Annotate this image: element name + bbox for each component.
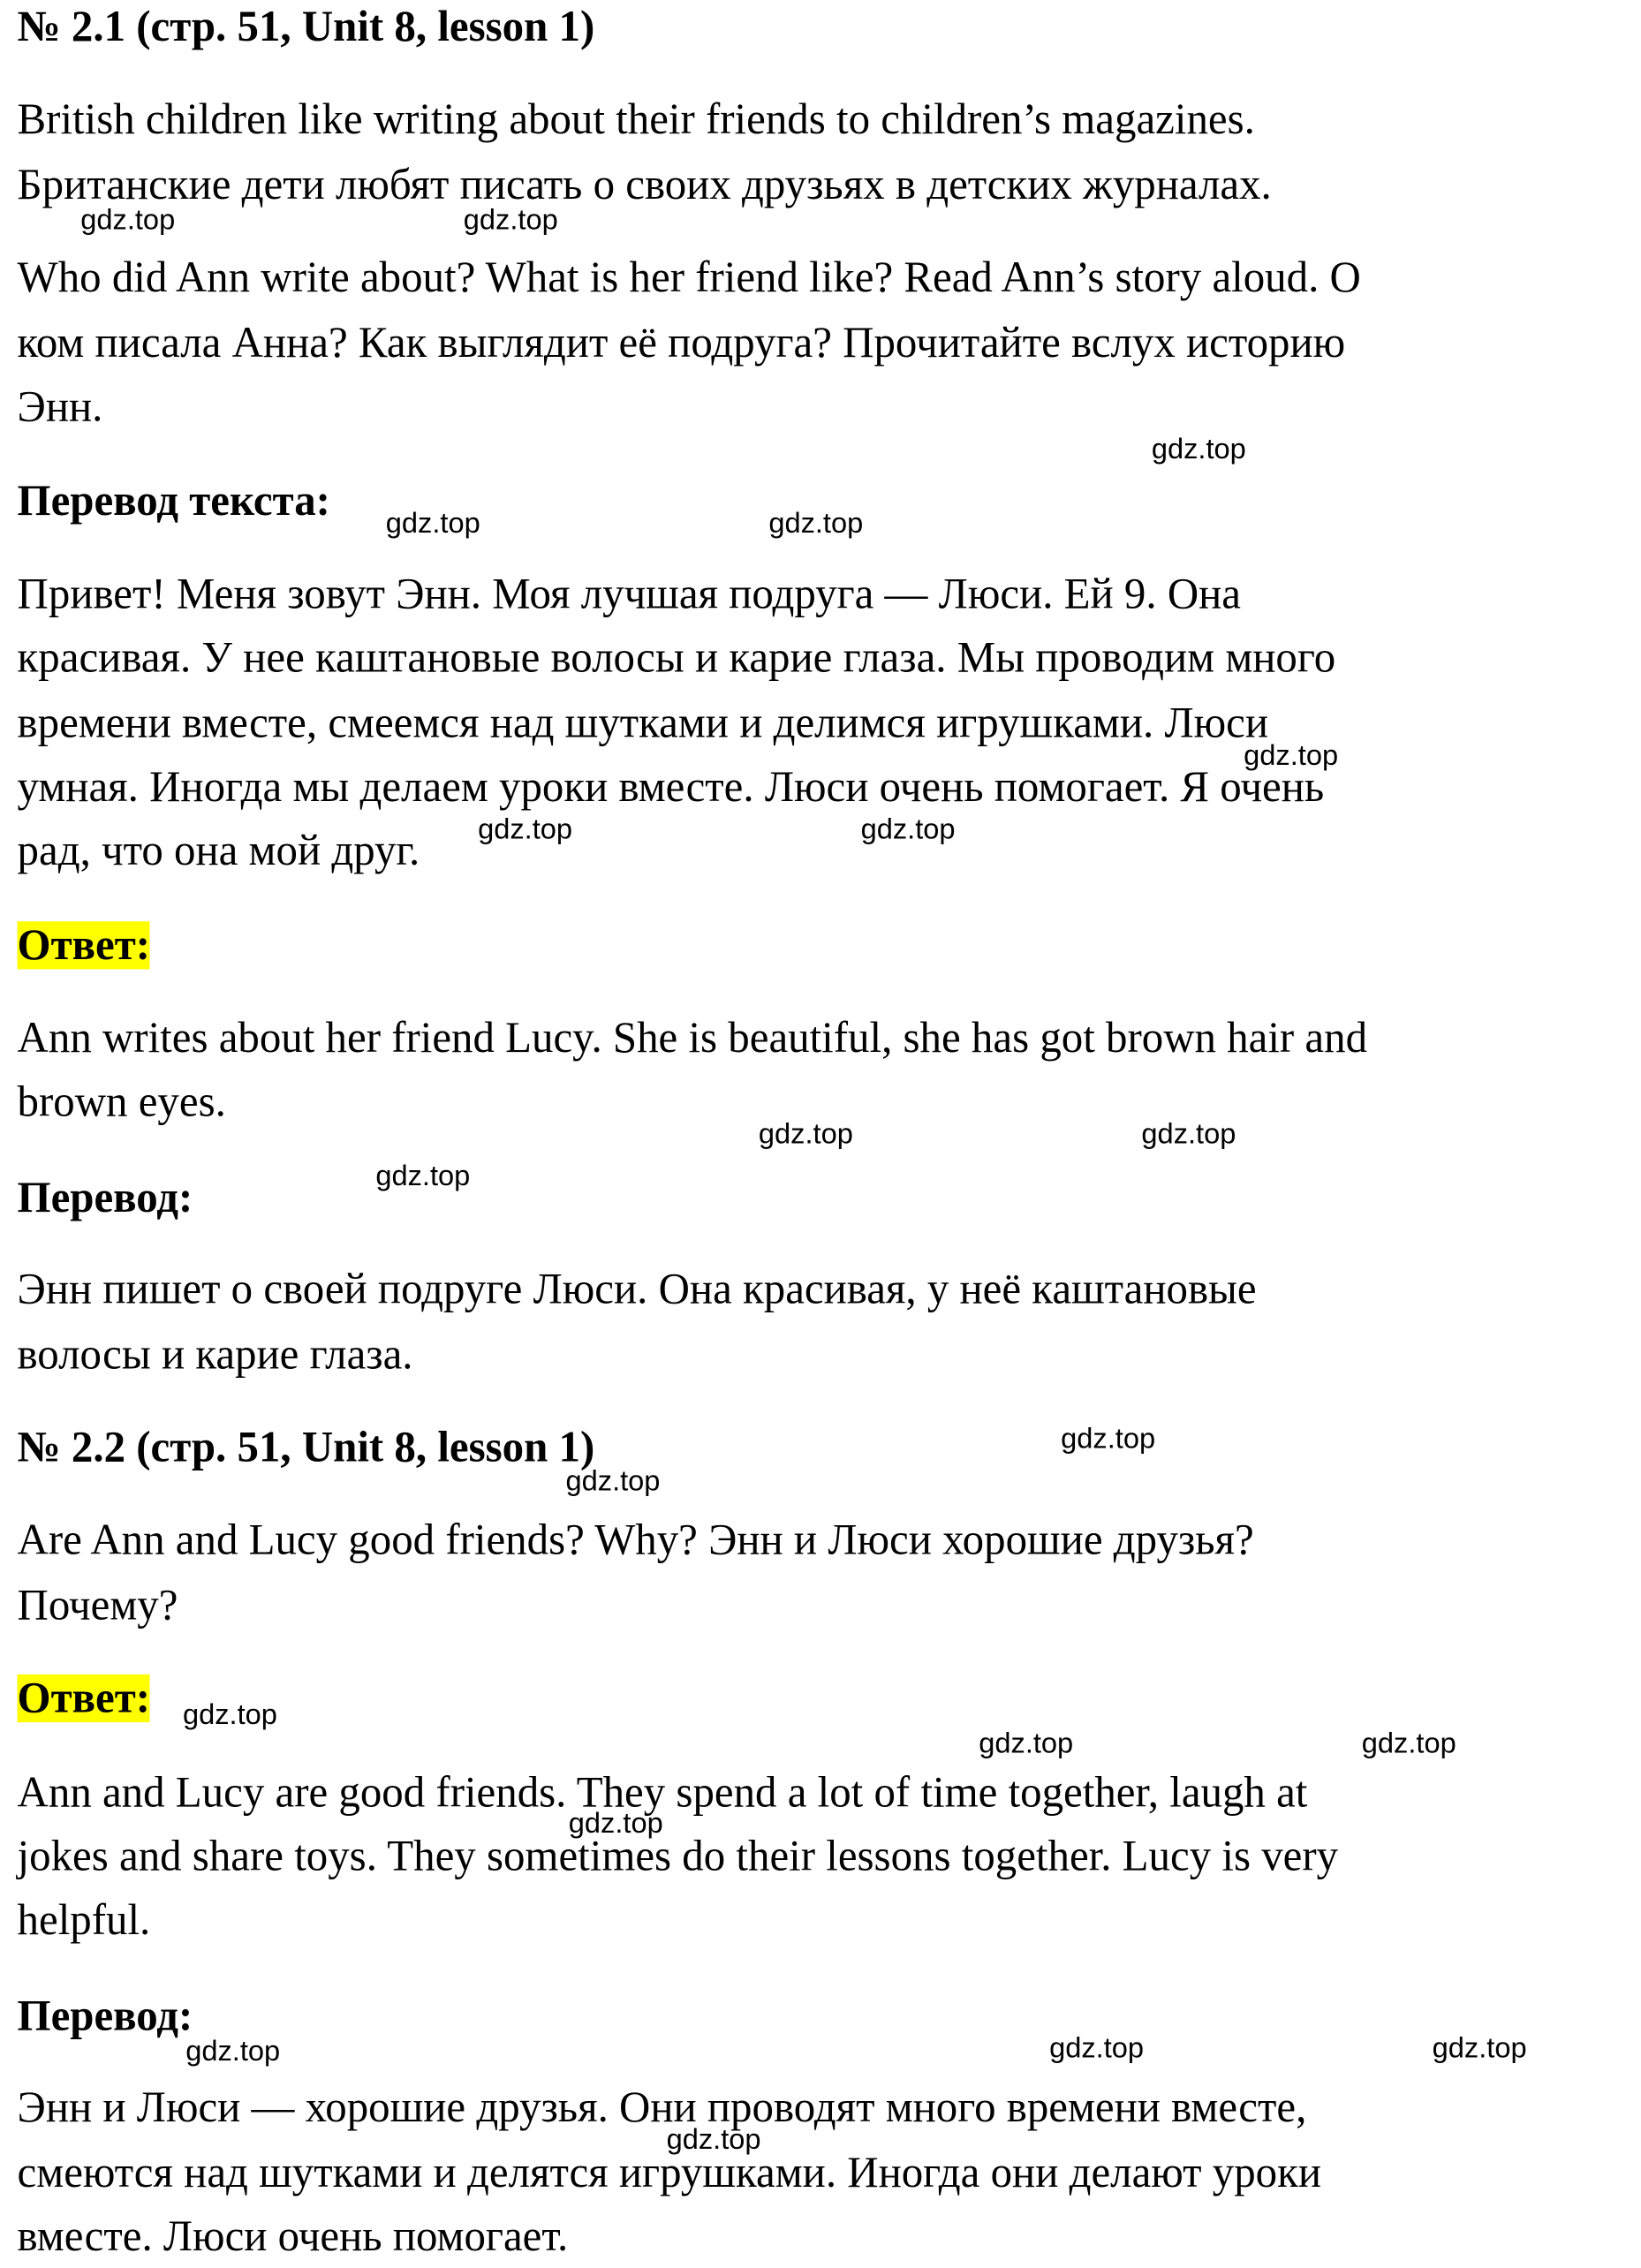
translation-line: Энн и Люси — хорошие друзья. Они проводят много времени вместе,: [17, 2083, 1307, 2132]
watermark: gdz.top: [979, 1727, 1074, 1760]
question-line: Энн.: [17, 382, 103, 431]
watermark: gdz.top: [666, 2124, 761, 2157]
answer-line: brown eyes.: [17, 1077, 226, 1126]
watermark: gdz.top: [568, 1808, 663, 1841]
watermark: gdz.top: [1432, 2032, 1527, 2065]
translation-label: Перевод:: [17, 1992, 193, 2040]
watermark: gdz.top: [758, 1118, 853, 1151]
question-line: Are Ann and Lucy good friends? Why? Энн и Люси хорошие друзья?: [17, 1516, 1254, 1565]
intro-line: British children like writing about their friends to children’s magazines.: [17, 95, 1255, 144]
watermark: gdz.top: [463, 204, 558, 237]
watermark: gdz.top: [768, 508, 864, 541]
watermark: gdz.top: [565, 1465, 661, 1498]
question-line: Почему?: [17, 1581, 178, 1629]
watermark: gdz.top: [1244, 739, 1339, 773]
answer-line: helpful.: [17, 1896, 151, 1945]
watermark: gdz.top: [478, 813, 573, 846]
answer-label: [17, 921, 151, 970]
watermark: gdz.top: [1151, 434, 1246, 466]
watermark: gdz.top: [1141, 1118, 1236, 1151]
task-heading-2-2: № 2.2 (стр. 51, Unit 8, lesson 1): [17, 1423, 595, 1471]
answer-line: Ann writes about her friend Lucy. She is beautiful, she has got brown hair and: [17, 1014, 1368, 1062]
translation-line: вместе. Люси очень помогает.: [17, 2212, 569, 2261]
text-translation-line: времени вместе, смеемся над шутками и делимся игрушками. Люси: [17, 699, 1269, 748]
watermark: gdz.top: [1061, 1423, 1156, 1455]
question-line: ком писала Анна? Как выглядит её подруга? Прочитайте вслух историю: [17, 319, 1346, 367]
watermark: gdz.top: [182, 1698, 277, 1731]
watermark: gdz.top: [1049, 2032, 1145, 2065]
intro-line: Британские дети любят писать о своих друзьях в детских журналах.: [17, 161, 1272, 209]
translation-line: Энн пишет о своей подруге Люси. Она красивая, у неё каштановые: [17, 1265, 1257, 1313]
text-translation-line: рад, что она мой друг.: [17, 827, 420, 875]
answer-label-highlight: Ответ:: [17, 1674, 151, 1723]
answer-line: jokes and share toys. They sometimes do their lessons together. Lucy is very: [17, 1832, 1339, 1881]
text-translation-label: Перевод текста:: [17, 477, 330, 525]
text-translation-line: Привет! Меня зовут Энн. Моя лучшая подруга — Люси. Ей 9. Она: [17, 570, 1242, 618]
watermark: gdz.top: [375, 1160, 471, 1193]
watermark: gdz.top: [385, 508, 480, 541]
answer-label-highlight: Ответ:: [17, 921, 151, 970]
text-translation-line: умная. Иногда мы делаем уроки вместе. Люси очень помогает. Я очень: [17, 763, 1325, 812]
translation-label: Перевод:: [17, 1174, 193, 1222]
translation-line: смеются над шутками и делятся игрушками. Иногда они делают уроки: [17, 2149, 1322, 2197]
task-heading-2-1: № 2.1 (стр. 51, Unit 8, lesson 1): [17, 3, 595, 51]
translation-line: волосы и карие глаза.: [17, 1330, 413, 1379]
watermark: gdz.top: [1361, 1727, 1456, 1760]
watermark: gdz.top: [185, 2035, 281, 2068]
answer-line: Ann and Lucy are good friends. They spend a lot of time together, laugh at: [17, 1768, 1308, 1817]
watermark: gdz.top: [860, 813, 956, 846]
text-translation-line: красивая. У нее каштановые волосы и карие глаза. Мы проводим много: [17, 633, 1336, 683]
question-line: Who did Ann write about? What is her friend like? Read Ann’s story aloud. О: [17, 253, 1361, 302]
watermark: gdz.top: [80, 204, 176, 237]
answer-label: [17, 1674, 151, 1723]
